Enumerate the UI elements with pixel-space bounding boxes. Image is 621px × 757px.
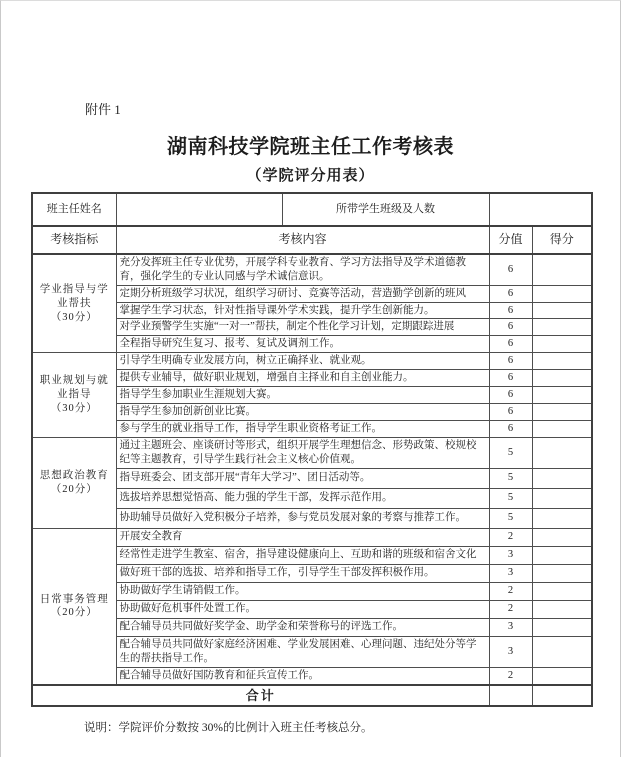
score-cell: 5: [489, 468, 532, 488]
score-cell: 6: [489, 254, 532, 285]
content-cell: 参与学生的就业指导工作，指导学生职业资格考证工作。: [116, 421, 489, 438]
indicator-cell: [32, 438, 116, 529]
content-cell: 开展安全教育: [116, 528, 489, 546]
attachment-label: 附件 1: [85, 102, 121, 117]
content-cell: 经常性走进学生教室、宿舍，指导建设健康向上、互助和谐的班级和宿舍文化: [116, 546, 489, 564]
table-row: [32, 618, 592, 636]
gained-input-cell[interactable]: [532, 488, 592, 508]
content-cell: 指导学生参加创新创业比赛。: [116, 404, 489, 421]
indicator-name: 学业指导与学业帮扶: [39, 283, 109, 309]
table-row: [32, 600, 592, 618]
content-cell: 全程指导研究生复习、报考、复试及调剂工作。: [116, 336, 489, 353]
indicator-cell: [32, 528, 116, 685]
score-cell: 6: [489, 319, 532, 336]
content-cell: 掌握学生学习状态，针对性指导课外学术实践，提升学生创新能力。: [116, 302, 489, 319]
note-text: 说明：学院评价分数按 30%的比例计入班主任考核总分。: [84, 722, 373, 735]
content-cell: 指导班委会、团支部开展“青年大学习”、团日活动等。: [116, 468, 489, 488]
header-gained: 得分: [532, 226, 592, 254]
content-cell: 引导学生明确专业发展方向，树立正确择业、就业观。: [116, 353, 489, 370]
header-indicator: 考核指标: [32, 226, 116, 254]
table-row: [32, 438, 592, 469]
header-score: 分值: [489, 226, 532, 254]
content-cell: 充分发挥班主任专业优势，开展学科专业教育、学习方法指导及学术道德教育，强化学生的专业认同感与学术诚信意识。: [116, 254, 489, 285]
indicator-points: （20分）: [50, 607, 98, 619]
table-row: [32, 546, 592, 564]
content-cell: 选拔培养思想觉悟高、能力强的学生干部，发挥示范作用。: [116, 488, 489, 508]
total-row: [32, 685, 592, 706]
gained-input-cell[interactable]: [532, 528, 592, 546]
gained-input-cell[interactable]: [532, 421, 592, 438]
score-cell: 2: [489, 528, 532, 546]
indicator-name: 日常事务管理: [39, 593, 109, 605]
page-title: 湖南科技学院班主任工作考核表: [167, 136, 454, 158]
teacher-name-label: 班主任姓名: [32, 193, 116, 226]
score-cell: 5: [489, 488, 532, 508]
table-row: [32, 421, 592, 438]
table-row: [32, 387, 592, 404]
gained-input-cell[interactable]: [532, 438, 592, 469]
gained-input-cell[interactable]: [532, 353, 592, 370]
content-cell: 定期分析班级学习状况，组织学习研讨、竞赛等活动，营造勤学创新的班风: [116, 285, 489, 302]
table-row: [32, 285, 592, 302]
table-row: [32, 370, 592, 387]
score-cell: 3: [489, 564, 532, 582]
indicator-name: 思想政治教育: [39, 470, 109, 482]
gained-input-cell[interactable]: [532, 618, 592, 636]
content-cell: 配合辅导员共同做好家庭经济困难、学业发展困难、心理问题、违纪处分等学生的帮扶指导工作。: [116, 636, 489, 667]
score-cell: 6: [489, 370, 532, 387]
gained-input-cell[interactable]: [532, 582, 592, 600]
gained-input-cell[interactable]: [532, 302, 592, 319]
content-cell: 协助做好危机事件处置工作。: [116, 600, 489, 618]
table-row: [32, 508, 592, 528]
table-header-row: [32, 226, 592, 254]
indicator-points: （20分）: [50, 484, 98, 496]
gained-input-cell[interactable]: [532, 667, 592, 685]
table-row: [32, 528, 592, 546]
content-cell: 提供专业辅导，做好职业规划，增强自主择业和自主创业能力。: [116, 370, 489, 387]
table-row: [32, 353, 592, 370]
score-cell: 2: [489, 667, 532, 685]
table-row: [32, 302, 592, 319]
content-cell: 对学业预警学生实施“一对一”帮扶，制定个性化学习计划，定期跟踪进展: [116, 319, 489, 336]
gained-input-cell[interactable]: [532, 285, 592, 302]
class-count-value-cell[interactable]: [489, 193, 592, 226]
score-cell: 6: [489, 336, 532, 353]
total-label-cell: 合计: [32, 685, 489, 706]
gained-input-cell[interactable]: [532, 564, 592, 582]
content-cell: 配合辅导员做好国防教育和征兵宣传工作。: [116, 667, 489, 685]
gained-input-cell[interactable]: [532, 404, 592, 421]
score-cell: 3: [489, 546, 532, 564]
gained-input-cell[interactable]: [532, 319, 592, 336]
gained-input-cell[interactable]: [532, 508, 592, 528]
score-cell: 6: [489, 285, 532, 302]
score-cell: 6: [489, 387, 532, 404]
header-content: 考核内容: [116, 226, 489, 254]
gained-input-cell[interactable]: [532, 546, 592, 564]
score-cell: 3: [489, 618, 532, 636]
teacher-name-value-cell[interactable]: [116, 193, 282, 226]
gained-input-cell[interactable]: [532, 468, 592, 488]
content-cell: 指导学生参加职业生涯规划大赛。: [116, 387, 489, 404]
score-cell: 6: [489, 353, 532, 370]
table-row: [32, 468, 592, 488]
score-cell: 6: [489, 302, 532, 319]
indicator-cell: [32, 353, 116, 438]
score-cell: 5: [489, 438, 532, 469]
info-row: [32, 193, 592, 226]
gained-input-cell[interactable]: [532, 370, 592, 387]
content-cell: 协助做好学生请销假工作。: [116, 582, 489, 600]
indicator-name: 职业规划与就业指导: [39, 375, 109, 401]
total-gained-cell[interactable]: [532, 685, 592, 706]
table-row: [32, 636, 592, 667]
gained-input-cell[interactable]: [532, 636, 592, 667]
indicator-cell: [32, 254, 116, 353]
table-row: [32, 336, 592, 353]
gained-input-cell[interactable]: [532, 387, 592, 404]
indicator-points: （30分）: [50, 403, 98, 415]
score-cell: 2: [489, 600, 532, 618]
score-cell: 5: [489, 508, 532, 528]
content-cell: 通过主题班会、座谈研讨等形式，组织开展学生理想信念、形势政策、校规校纪等主题教育，引导学生践行社会主义核心价值观。: [116, 438, 489, 469]
gained-input-cell[interactable]: [532, 600, 592, 618]
total-score-cell[interactable]: [489, 685, 532, 706]
score-cell: 6: [489, 404, 532, 421]
score-cell: 6: [489, 421, 532, 438]
table-row: [32, 404, 592, 421]
table-row: [32, 254, 592, 285]
content-cell: 做好班干部的选拔、培养和指导工作，引导学生干部发挥积极作用。: [116, 564, 489, 582]
content-cell: 配合辅导员共同做好奖学金、助学金和荣誉称号的评选工作。: [116, 618, 489, 636]
assessment-table: [31, 192, 593, 707]
table-row: [32, 582, 592, 600]
score-cell: 3: [489, 636, 532, 667]
table-row: [32, 667, 592, 685]
class-count-label: 所带学生班级及人数: [282, 193, 489, 226]
page-subtitle: （学院评分用表）: [246, 168, 375, 184]
gained-input-cell[interactable]: [532, 336, 592, 353]
gained-input-cell[interactable]: [532, 254, 592, 285]
table-row: [32, 564, 592, 582]
table-row: [32, 319, 592, 336]
table-row: [32, 488, 592, 508]
score-cell: 2: [489, 582, 532, 600]
content-cell: 协助辅导员做好入党积极分子培养，参与党员发展对象的考察与推荐工作。: [116, 508, 489, 528]
indicator-points: （30分）: [50, 311, 98, 323]
